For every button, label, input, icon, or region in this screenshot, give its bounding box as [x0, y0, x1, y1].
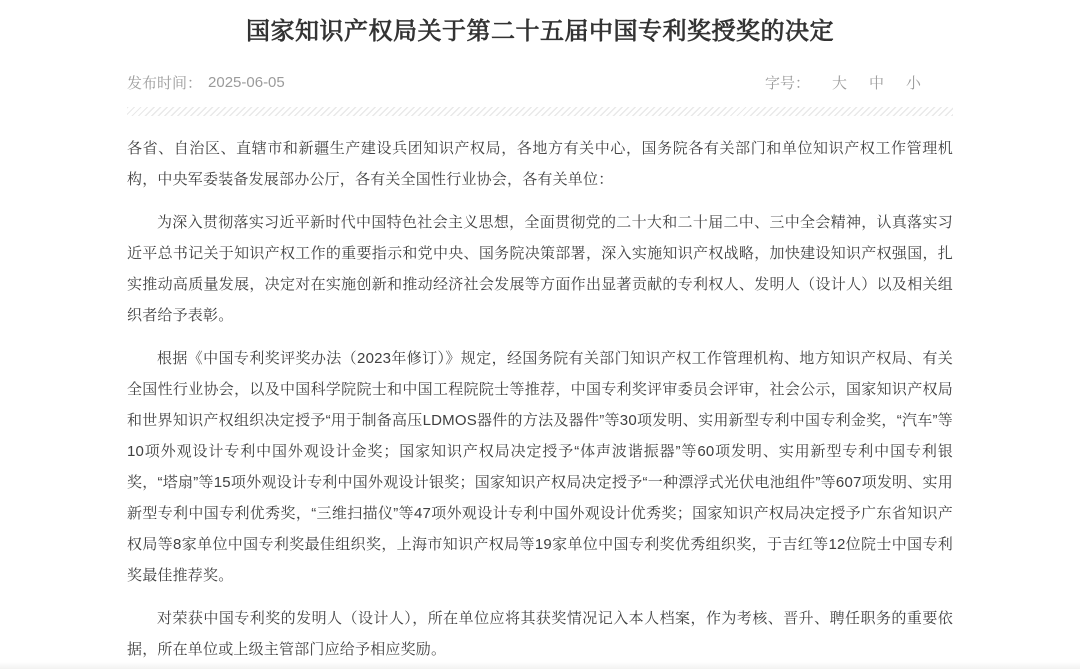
article-body: [127, 133, 953, 665]
page-title: 国家知识产权局关于第二十五届中国专利奖授奖的决定: [246, 18, 834, 45]
font-size-label: 字号：: [764, 75, 810, 92]
publish-time: [127, 72, 285, 93]
hatched-divider: [127, 107, 953, 116]
paragraph-salutation: 各省、自治区、直辖市和新疆生产建设兵团知识产权局，各地方有关中心，国务院各有关部门和单位知识产权工作管理机构，中央军委装备发展部办公厅，各有关全国性行业协会，各有关单位：: [127, 140, 953, 188]
article-page: [127, 15, 953, 665]
paragraph-award-decisions: 根据《中国专利奖评奖办法（2023年修订）》规定，经国务院有关部门知识产权工作管理机构、地方知识产权局、有关全国性行业协会，以及中国科学院院士和中国工程院院士等推荐，中国专利奖评审委员会评审，社会公示，国家知识产权局和世界知识产权组织决定授予“用于制备高压LDMOS器件的方法及器件”等30项发明、实用新型专利中国专利金奖，“汽车”等10项外观设计专利中国外观设计金奖；国家知识产权局决定授予“体声波谐振器”等60项发明、实用新型专利中国专利银奖，“塔扇”等15项外观设计专利中国外观设计银奖；国家知识产权局决定授予“一种漂浮式光伏电池组件”等607项发明、实用新型专利中国专利优秀奖，“三维扫描仪”等47项外观设计专利中国外观设计优秀奖；国家知识产权局决定授予广东省知识产权局等8家单位中国专利奖最佳组织奖，上海市知识产权局等19家单位中国专利奖优秀组织奖，于吉红等12位院士中国专利奖最佳推荐奖。: [127, 350, 953, 584]
paragraph-record-and-rewards: 对荣获中国专利奖的发明人（设计人），所在单位应将其获奖情况记入本人档案，作为考核、晋升、聘任职务的重要依据，所在单位或上级主管部门应给予相应奖励。: [127, 610, 953, 658]
meta-row: [127, 72, 953, 93]
font-size-small-button[interactable]: 小: [905, 75, 921, 92]
font-size-large-button[interactable]: 大: [831, 75, 847, 92]
paragraph-guiding-principles: 为深入贯彻落实习近平新时代中国特色社会主义思想，全面贯彻党的二十大和二十届二中、三中全会精神，认真落实习近平总书记关于知识产权工作的重要指示和党中央、国务院决策部署，深入实施知识产权战略，加快建设知识产权强国，扎实推动高质量发展，决定对在实施创新和推动经济社会发展等方面作出显著贡献的专利权人、发明人（设计人）以及相关组织者给予表彰。: [127, 214, 953, 324]
publish-date: 2025-06-05: [208, 74, 285, 91]
publish-time-label: 发布时间：: [127, 75, 203, 92]
font-size-medium-button[interactable]: 中: [868, 75, 884, 92]
font-size-control: [765, 72, 953, 93]
